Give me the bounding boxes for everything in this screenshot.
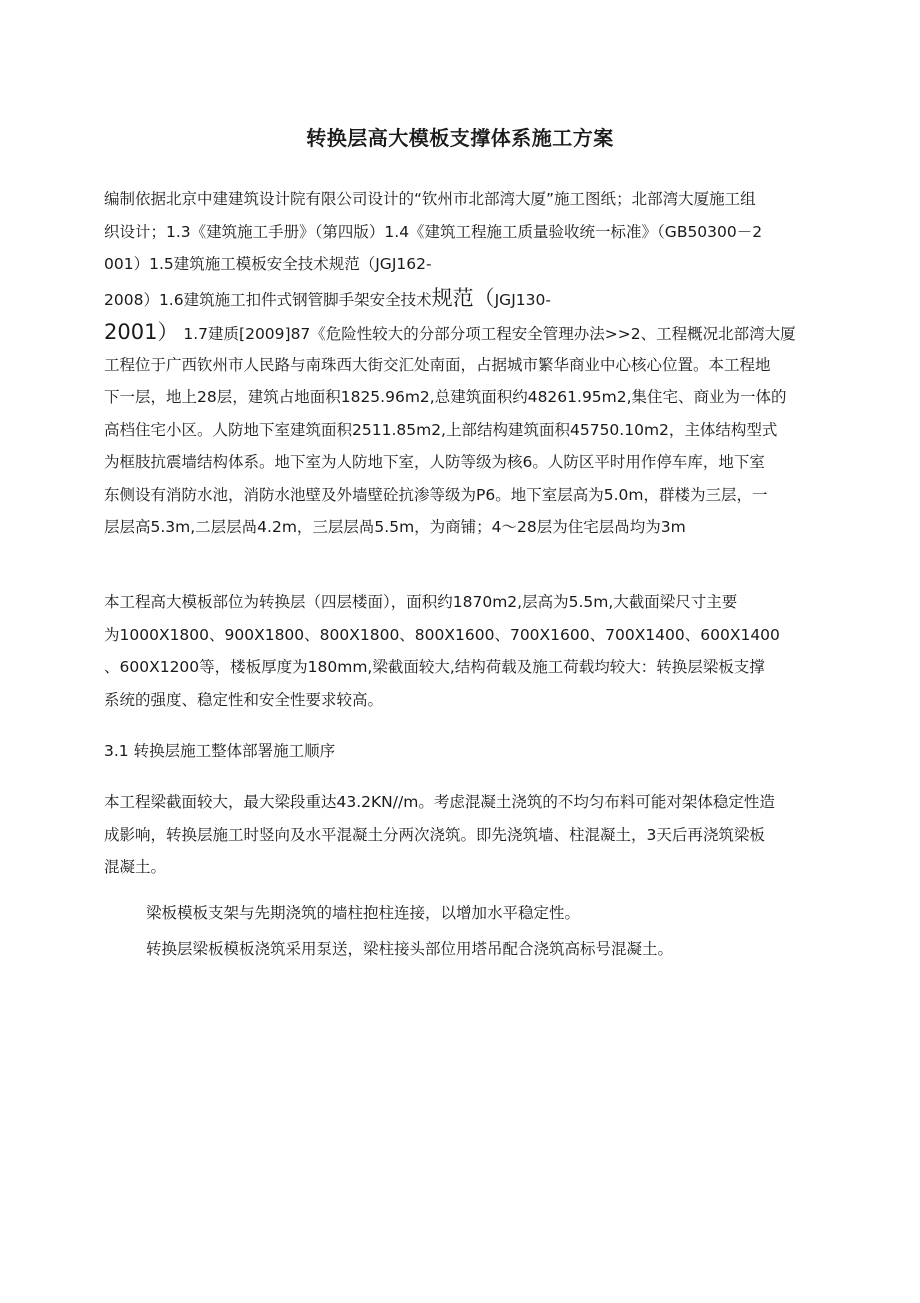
text-line: 为1000X1800、900X1800、800X1800、800X1600、700X1600、700X1400、600X1400	[104, 625, 780, 644]
text-segment: 2008）1.6建筑施工扣件式钢管脚手架安全技术	[104, 290, 432, 309]
text-line: 东侧设有消防水池，消防水池壁及外墙壁砼抗渗等级为P6。地下室层高为5.0m，群楼为三层，一	[104, 485, 768, 504]
section-heading: 3.1 转换层施工整体部署施工顺序	[104, 742, 336, 760]
text-line: 系统的强度、稳定性和安全性要求较高。	[104, 690, 384, 709]
text-line: 混凝土。	[104, 858, 167, 876]
text-line	[104, 281, 818, 315]
paragraph-support-connection: 梁板模板支架与先期浇筑的墙柱抱柱连接，以增加水平稳定性。	[146, 904, 581, 922]
paragraph-pouring-method: 转换层梁板模板浇筑采用泵送，梁柱接头部位用塔吊配合浇筑高标号混凝土。	[146, 940, 674, 958]
text-segment-large: 2001）	[104, 319, 179, 344]
text-segment: JGJ130-	[494, 290, 551, 309]
text-segment: 1.7建质[2009]87《危险性较大的分部分项工程安全管理办法>>2、工程概况北部湾大厦	[178, 324, 796, 343]
paragraph-sequence	[104, 786, 818, 884]
text-line: 高档住宅小区。人防地下室建筑面积2511.85m2,上部结构建筑面积45750.10m2，主体结构型式	[104, 420, 778, 439]
text-line: 本工程高大模板部位为转换层（四层楼面），面积约1870m2,层高为5.5m,大截面梁尺寸主要	[104, 593, 738, 611]
text-segment-large: 规范（	[431, 285, 495, 310]
text-line: 成影响，转换层施工时竖向及水平混凝土分两次浇筑。即先浇筑墙、柱混凝土，3天后再浇筑梁板	[104, 825, 765, 844]
text-line: 、600X1200等，楼板厚度为180mm,梁截面较大,结构荷载及施工荷载均较大：转换层梁板支撑	[104, 658, 765, 676]
text-line: 层层高5.3m,二层层咼4.2m，三层层咼5.5m，为商铺；4～28层为住宅层咼均为3m	[104, 518, 686, 536]
text-line: 为框肢抗震墙结构体系。地下室为人防地下室，人防等级为核6。人防区平时用作停车库，地下室	[104, 453, 765, 471]
text-line: 编制依据北京中建建筑设计院有限公司设计的“钦州市北部湾大厦”施工图纸；北部湾大厦施工组	[104, 190, 756, 208]
text-line: 工程位于广西钦州市人民路与南珠西大街交汇处南面，占据城市繁华商业中心核心位置。本工程地	[104, 355, 771, 374]
paragraph-basis	[104, 183, 818, 544]
text-line: 下一层，地上28层，建筑占地面积1825.96m2,总建筑面积约48261.95m2,集住宅、商业为一体的	[104, 388, 787, 406]
text-line: 织设计；1.3《建筑施工手册》（第四版）1.4《建筑工程施工质量验收统一标准》（GB50300－2	[104, 222, 763, 241]
paragraph-scope	[104, 586, 818, 716]
text-line: 001）1.5建筑施工模板安全技术规范（JGJ162-	[104, 255, 432, 273]
text-line: 本工程梁截面较大，最大梁段重达43.2KN//m。考虑混凝土浇筑的不均匀布料可能对架体稳定性造	[104, 793, 775, 811]
document-title: 转换层高大模板支撑体系施工方案	[306, 126, 614, 150]
text-line	[104, 315, 818, 349]
